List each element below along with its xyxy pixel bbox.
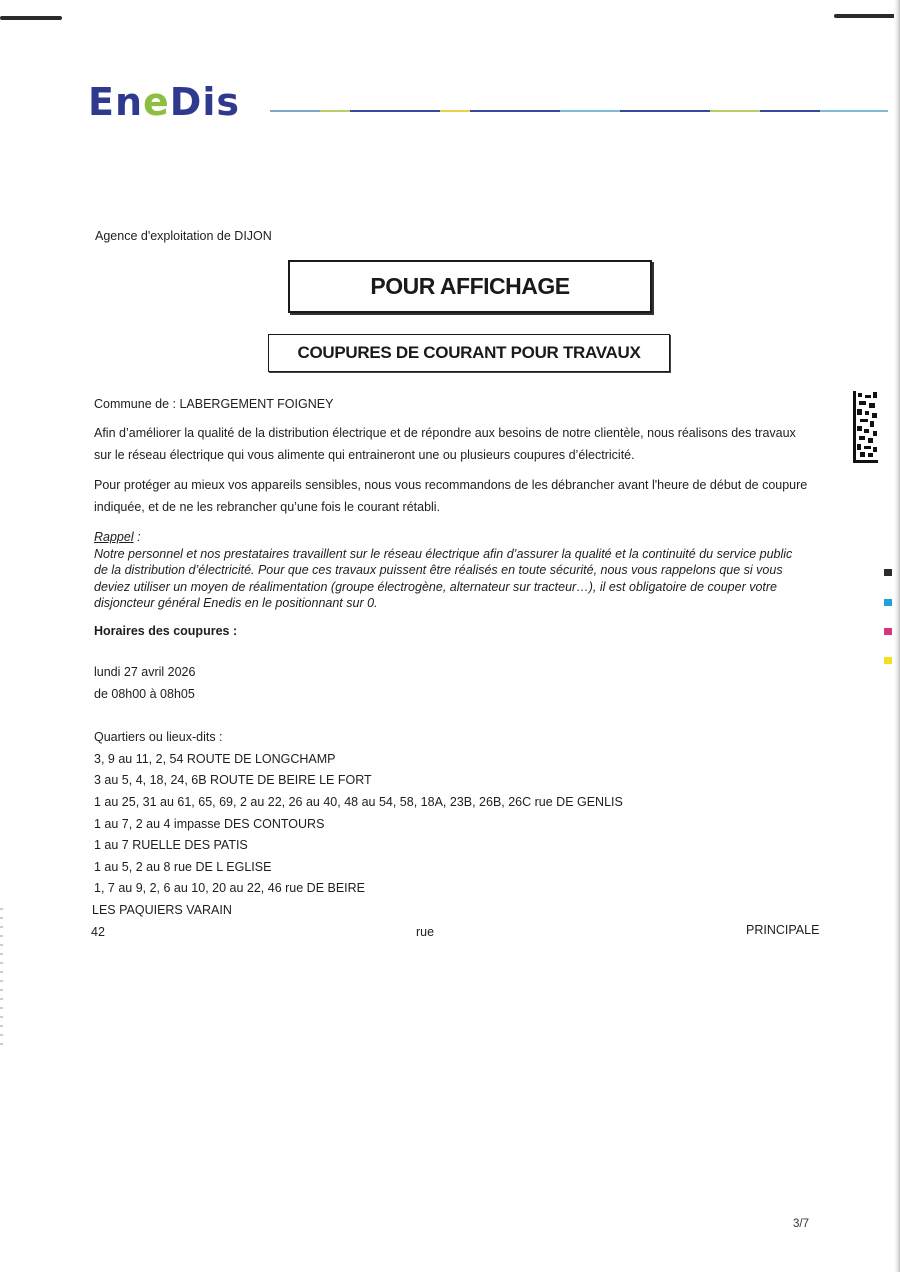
rappel-line-3: deviez utiliser un moyen de réalimentation (groupe électrogène, alternateur sur tracteur…), il est obligatoire de couper votre xyxy=(94,579,778,594)
rappel-colon: : xyxy=(133,530,141,544)
location-item: 1 au 25, 31 au 61, 65, 69, 2 au 22, 26 au 40, 48 au 54, 58, 18A, 23B, 26B, 26C rue DE GENLIS xyxy=(94,795,623,809)
rappel-label: Rappel xyxy=(94,530,134,544)
last-row-type: rue xyxy=(416,925,435,939)
intro-paragraph xyxy=(94,422,814,466)
agency-label: Agence d'exploitation de DIJON xyxy=(95,229,272,243)
advice-line-2: indiquée, et de ne les rebrancher qu’une fois le courant rétabli. xyxy=(94,500,441,514)
last-row-number: 42 xyxy=(91,925,105,939)
rappel-line-2: de la distribution d’électricité. Pour que ces travaux puissent être réalisés en toute sécurité, nous vous rappelons que si vous xyxy=(94,563,783,577)
location-item: 1, 7 au 9, 2, 6 au 10, 20 au 22, 46 rue DE BEIRE xyxy=(94,881,366,895)
subtitle-box xyxy=(268,334,670,372)
rappel-line-4: disjoncteur général Enedis en le positionnant sur 0. xyxy=(94,596,378,610)
location-item: 1 au 7 RUELLE DES PATIS xyxy=(94,838,248,852)
location-item: 1 au 7, 2 au 4 impasse DES CONTOURS xyxy=(94,817,325,831)
intro-line-2: sur le réseau électrique qui vous alimente qui entraineront une ou plusieurs coupures d’électricité. xyxy=(94,448,635,462)
scan-margin-noise xyxy=(0,908,3,1048)
page-number: 3/7 xyxy=(793,1218,809,1230)
location-item: 1 au 5, 2 au 8 rue DE L EGLISE xyxy=(94,860,272,874)
location-item: LES PAQUIERS VARAIN xyxy=(92,903,232,917)
last-row-name: PRINCIPALE xyxy=(746,923,820,937)
print-mark-magenta xyxy=(884,628,892,635)
schedule-time: de 08h00 à 08h05 xyxy=(94,687,195,701)
schedule-date: lundi 27 avril 2026 xyxy=(94,665,196,679)
scan-mark-left xyxy=(0,16,62,20)
scan-edge-shadow xyxy=(894,0,900,1272)
page-subtitle: COUPURES DE COURANT POUR TRAVAUX xyxy=(297,343,641,362)
rappel-heading xyxy=(94,529,814,546)
logo-part-2: e xyxy=(143,80,170,124)
print-mark-cyan xyxy=(884,599,892,606)
scan-mark-right xyxy=(834,14,896,18)
advice-paragraph xyxy=(94,474,814,518)
print-mark-black xyxy=(884,569,892,576)
commune-label: Commune de : LABERGEMENT FOIGNEY xyxy=(94,397,334,411)
enedis-logo xyxy=(88,80,240,124)
logo-part-3: Dis xyxy=(169,80,240,124)
rappel-line-1: Notre personnel et nos prestataires travaillent sur le réseau électrique afin d’assurer la qualité et la continuité du service public xyxy=(94,546,793,561)
location-item: 3 au 5, 4, 18, 24, 6B ROUTE DE BEIRE LE FORT xyxy=(94,773,372,787)
title-box-affichage xyxy=(288,260,652,313)
horaires-title: Horaires des coupures : xyxy=(94,624,238,638)
intro-line-1: Afin d’améliorer la qualité de la distribution électrique et de répondre aux besoins de notre clientèle, nous réalisons des travaux xyxy=(94,426,796,440)
advice-line-1: Pour protéger au mieux vos appareils sensibles, nous vous recommandons de les débrancher avant l'heure de début de coupure xyxy=(94,478,808,492)
print-mark-yellow xyxy=(884,657,892,664)
logo-part-1: En xyxy=(88,80,144,124)
datamatrix-code xyxy=(853,391,878,463)
page-title: POUR AFFICHAGE xyxy=(370,273,570,299)
location-item: 3, 9 au 11, 2, 54 ROUTE DE LONGCHAMP xyxy=(94,752,336,766)
quartiers-label: Quartiers ou lieux-dits : xyxy=(94,730,223,744)
rappel-block xyxy=(94,529,814,612)
header-rule xyxy=(270,110,888,112)
